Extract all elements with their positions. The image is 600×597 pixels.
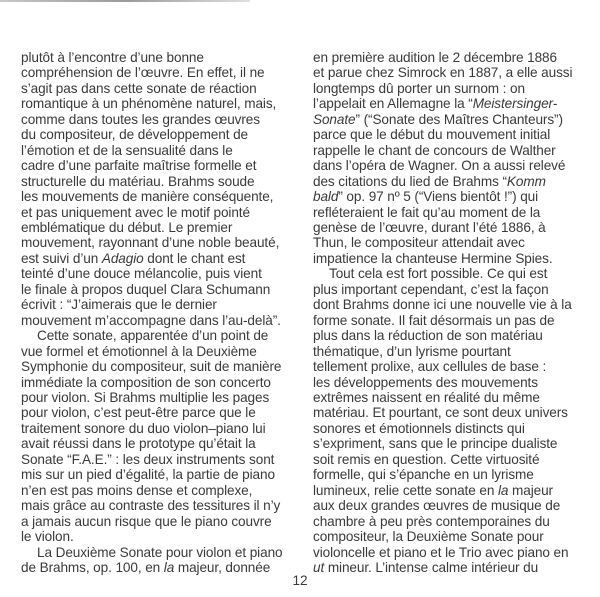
italic-text: Sonate — [313, 111, 356, 127]
text-run: violoncelle et piano et le Trio avec piano en — [313, 544, 569, 560]
text-run: s’agit pas dans cette sonate de réaction — [21, 80, 257, 96]
text-run: de Brahms, op. 100, en — [21, 559, 164, 575]
text-line — [21, 282, 303, 297]
text-line — [21, 421, 303, 436]
text-line — [313, 313, 595, 328]
italic-text: la — [163, 559, 175, 575]
text-run: traitement sonore du duo violon–piano lui — [21, 420, 266, 436]
text-line — [313, 375, 595, 390]
text-run: avait réussi dans le prototype qu’était la — [21, 436, 256, 452]
text-line — [313, 220, 595, 235]
text-line — [313, 390, 595, 405]
text-run: matériau. Et pourtant, ce sont deux univers — [313, 405, 568, 421]
text-run: mineur. L’intense calme intérieur du — [324, 559, 539, 575]
text-line — [21, 498, 303, 513]
text-line — [21, 235, 303, 250]
text-line — [313, 189, 595, 204]
text-line — [21, 344, 303, 359]
text-line — [21, 375, 303, 390]
text-run: Thun, le compositeur attendait avec — [313, 235, 525, 251]
left-column — [21, 50, 303, 575]
text-run: vue formel et émotionnel à la Deuxième — [21, 343, 257, 359]
text-run: mais grâce au contraste des tessitures il n’y — [21, 498, 281, 514]
text-run: s’expriment, sans que le principe dualiste — [313, 436, 558, 452]
text-line — [313, 205, 595, 220]
text-run: soit remis en question. Cette virtuosité — [313, 451, 540, 467]
text-line — [313, 421, 595, 436]
text-run: immédiate la composition de son concerto — [21, 374, 271, 390]
text-line — [313, 529, 595, 544]
text-run: le finale à propos duquel Clara Schumann — [21, 281, 271, 297]
text-line — [21, 96, 303, 111]
text-line — [313, 174, 595, 189]
text-line — [21, 220, 303, 235]
text-run: les mouvements de manière conséquente, — [21, 189, 274, 205]
text-line — [313, 359, 595, 374]
text-line — [21, 452, 303, 467]
text-run: pour violon, c’est peut-être parce que le — [21, 405, 256, 421]
text-run: La Deuxième Sonate pour violon et piano — [37, 544, 283, 560]
text-run: dont Brahms donne ici une nouvelle vie à la — [313, 297, 572, 313]
text-run: majeur, donnée — [174, 559, 271, 575]
text-line — [21, 143, 303, 158]
text-run: plus dans la réduction de son matériau — [313, 328, 543, 344]
text-run: genèse de l’œuvre, durant l’été 1886, à — [313, 219, 546, 235]
text-line — [313, 81, 595, 96]
text-run: n’en est pas moins dense et complexe, — [21, 482, 253, 498]
text-line — [21, 65, 303, 80]
text-run: refléteraient le fait qu’au moment de la — [313, 204, 541, 220]
text-line — [313, 112, 595, 127]
text-line — [313, 405, 595, 420]
text-line — [21, 81, 303, 96]
text-line — [21, 390, 303, 405]
text-line — [21, 483, 303, 498]
text-line — [313, 50, 595, 65]
text-run: romantique à un phénomène naturel, mais, — [21, 96, 277, 112]
text-line — [313, 96, 595, 111]
text-run: est suivi d’un — [21, 250, 102, 266]
text-line — [21, 545, 303, 560]
text-line — [313, 127, 595, 142]
text-line — [313, 143, 595, 158]
text-run: comme dans toutes les grandes œuvres — [21, 111, 260, 127]
text-run: du compositeur, de développement de — [21, 127, 248, 143]
italic-text: la — [497, 482, 509, 498]
text-line — [21, 174, 303, 189]
text-run: le violon. — [21, 529, 74, 545]
text-line — [313, 297, 595, 312]
text-line — [313, 235, 595, 250]
text-line — [313, 344, 595, 359]
right-column — [313, 50, 595, 575]
text-run: l’émotion et de la sensualité dans le — [21, 142, 233, 158]
text-run: plus important cependant, c’est la façon — [313, 281, 549, 297]
text-line — [313, 65, 595, 80]
text-line — [313, 436, 595, 451]
text-line — [21, 514, 303, 529]
text-run: structurelle du matériau. Brahms soude — [21, 173, 255, 189]
text-line — [313, 452, 595, 467]
text-line — [313, 251, 595, 266]
text-run: compositeur, la Deuxième Sonate pour — [313, 529, 544, 545]
text-run: formelle, qui s’épanche en un lyrisme — [313, 467, 534, 483]
text-run: Cette sonate, apparentée d’un point de — [37, 328, 269, 344]
text-run: en première audition le 2 décembre 1886 — [313, 50, 557, 65]
text-run: emblématique du début. Le premier — [21, 219, 233, 235]
text-run: Symphonie du compositeur, suit de manière — [21, 359, 282, 375]
text-run: teinté d’une douce mélancolie, puis vient — [21, 266, 262, 282]
italic-text: Meistersinger- — [472, 96, 558, 112]
text-line — [313, 282, 595, 297]
text-run: Tout cela est fort possible. Ce qui est — [329, 266, 548, 282]
italic-text: ut — [313, 559, 325, 575]
text-line — [21, 189, 303, 204]
text-line — [313, 467, 595, 482]
text-run: et pas uniquement avec le motif pointé — [21, 204, 250, 220]
text-run: plutôt à l’encontre d’une bonne — [21, 50, 204, 65]
text-line — [21, 313, 303, 328]
text-run: lumineux, relie cette sonate en — [313, 482, 498, 498]
text-run: forme sonate. Il fait désormais un pas de — [313, 312, 555, 328]
scan-top-edge — [0, 0, 250, 2]
text-run: et parue chez Simrock en 1887, a elle aussi — [313, 65, 573, 81]
text-run: écrivit : “J’aimerais que le dernier — [21, 297, 217, 313]
text-run: mis sur un pied d’égalité, la partie de piano — [21, 467, 275, 483]
text-line — [21, 359, 303, 374]
text-run: ” (“Sonate des Maîtres Chanteurs”) — [355, 111, 563, 127]
text-run: a jamais aucun risque que le piano couvre — [21, 513, 272, 529]
text-line — [313, 514, 595, 529]
text-run: majeur — [508, 482, 553, 498]
text-run: sonores et émotionnels distincts qui — [313, 420, 525, 436]
text-run: tellement prolixe, aux cellules de base : — [313, 359, 547, 375]
text-run: mouvement m’accompagne dans l’au-delà”. — [21, 312, 281, 328]
text-run: dont le chant est — [143, 250, 246, 266]
page-number: 12 — [292, 573, 308, 588]
italic-text: Komm — [506, 173, 546, 189]
text-run: les développements des mouvements — [313, 374, 538, 390]
text-line — [21, 205, 303, 220]
text-line — [313, 545, 595, 560]
text-line — [21, 436, 303, 451]
text-run: compréhension de l’œuvre. En effet, il ne — [21, 65, 265, 81]
text-run: Sonate “F.A.E.” : les deux instruments sont — [21, 451, 275, 467]
text-run: des citations du lied de Brahms “ — [313, 173, 507, 189]
text-run: rappelle le chant de concours de Walther — [313, 142, 556, 158]
text-line — [313, 483, 595, 498]
text-line — [313, 158, 595, 173]
text-run: aux deux grandes œuvres de musique de — [313, 498, 561, 514]
text-line — [21, 251, 303, 266]
text-run: ” op. 97 nº 5 (“Viens bientôt !”) qui — [338, 189, 539, 205]
italic-text: Adagio — [101, 250, 144, 266]
text-line — [21, 529, 303, 544]
text-run: pour violon. Si Brahms multiplie les pages — [21, 389, 270, 405]
text-line — [21, 297, 303, 312]
text-run: chambre à peu près contemporaines du — [313, 513, 550, 529]
text-run: extrêmes naissent en réalité du même — [313, 389, 540, 405]
text-line — [313, 498, 595, 513]
text-run: impatience la chanteuse Hermine Spies. — [313, 250, 553, 266]
text-line — [21, 50, 303, 65]
text-run: longtemps dû porter un surnom : on — [313, 80, 525, 96]
text-line — [21, 328, 303, 343]
text-line — [313, 266, 595, 281]
text-line — [21, 467, 303, 482]
text-run: parce que le début du mouvement initial — [313, 127, 551, 143]
text-line — [21, 266, 303, 281]
italic-text: bald — [313, 189, 339, 205]
text-line — [313, 328, 595, 343]
text-run: l’appelait en Allemagne la “ — [313, 96, 473, 112]
text-line — [21, 112, 303, 127]
text-line — [21, 158, 303, 173]
text-run: dans l’opéra de Wagner. On a aussi relevé — [313, 158, 566, 174]
text-run: cadre d’une parfaite maîtrise formelle et — [21, 158, 257, 174]
text-line — [21, 127, 303, 142]
text-run: mouvement, rayonnant d’une noble beauté, — [21, 235, 280, 251]
text-line — [21, 405, 303, 420]
text-run: thématique, d’un lyrisme pourtant — [313, 343, 511, 359]
